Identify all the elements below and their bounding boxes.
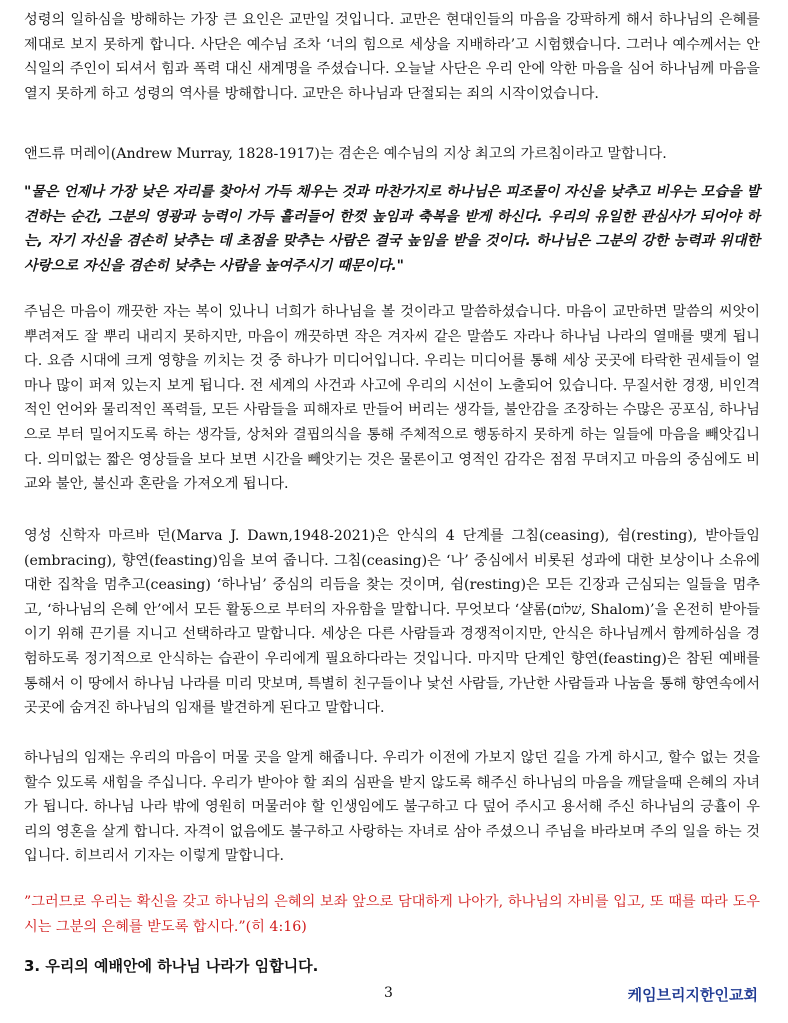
section-heading: 3. 우리의 예배안에 하나님 나라가 임합니다.: [24, 957, 319, 975]
church-name: 케임브리지한인교회: [627, 986, 758, 1004]
paragraph-pure-heart-media: 주님은 마음이 깨끗한 자는 복이 있나니 너희가 하나님을 볼 것이라고 말씀하셨습니다. 마음이 교만하면 말씀의 씨앗이 뿌려져도 잘 뿌리 내리지 못하지만, 마음이 깨끗하면 작은 겨자씨 같은 말씀도 자라나 하나님 나라의 열매를 맺게 됩니다. 요즘 시대에 크게 영향을 끼치는 것 중 하나가 미디어입니다. 우리는 미디어를 통해 세상 곳곳에 타락한 권세들이 얼마나 많이 퍼져 있는지 보게 됩니다. 전 세계의 사건과 사고에 우리의 시선이 노출되어 있습니다. 무질서한 경쟁, 비인격적인 언어와 물리적인 폭력들, 모든 사람들을 피해자로 만들어 버리는 생각들, 불안감을 조장하는 수많은 공포심, 하나님으로 부터 밀어지도록 하는 생각들, 상처와 결핍의식을 통해 주체적으로 행동하지 못하게 하는 일들에 마음을 빼앗깁니다. 의미없는 짧은 영상들을 보다 보면 시간을 빼앗기는 것은 물론이고 영적인 감각은 점점 무뎌지고 마음의 중심에도 비교와 불안, 불신과 혼란을 가져오게 됩니다.: [24, 304, 760, 493]
paragraph-pride: 성령의 일하심을 방해하는 가장 큰 요인은 교만일 것입니다. 교만은 현대인들의 마음을 강팍하게 해서 하나님의 은혜를 제대로 보지 못하게 합니다. 사단은 예수님 조차 ‘너의 힘으로 세상을 지배하라’고 시험했습니다. 그러나 예수께서는 안식일의 주인이 되셔서 힘과 폭력 대신 새계명을 주셨습니다. 오늘날 사단은 우리 안에 악한 마음을 심어 하나님께 마음을 열지 못하게 하고 성령의 역사를 방해합니다. 교만은 하나님과 단절되는 죄의 시작이었습니다.: [24, 12, 760, 102]
paragraph-presence: 하나님의 임재는 우리의 마음이 머물 곳을 알게 해줍니다. 우리가 이전에 가보지 않던 길을 가게 하시고, 할수 없는 것을 할수 있도록 새힘을 주십니다. 우리가 받아야 할 죄의 심판을 받지 않도록 해주신 하나님의 마음을 깨달을때 은혜의 자녀가 됩니다. 하나님 나라 밖에 영원히 머물러야 할 인생임에도 불구하고 다 덮어 주시고 용서해 주신 하나님의 긍휼이 우리의 영혼을 살게 합니다. 자격이 없음에도 불구하고 사랑하는 자녀로 삼아 주셨으니 주님을 바라보며 주의 일을 하는 것입니다. 히브리서 기자는 이렇게 말합니다.: [24, 750, 760, 865]
hebrews-verse: ”그러므로 우리는 확신을 갖고 하나님의 은혜의 보좌 앞으로 담대하게 나아가, 하나님의 자비를 입고, 또 때를 따라 도우시는 그분의 은혜를 받도록 합시다.”(히 4:16): [24, 894, 760, 935]
paragraph-marva-dawn: 영성 신학자 마르바 던(Marva J. Dawn,1948-2021)은 안식의 4 단계를 그침(ceasing), 쉼(resting), 받아들임(embracing), 향연(feasting)임을 보여 줍니다. 그침(ceasing)은 ‘나’ 중심에서 비롯된 성과에 대한 보상이나 소유에 대한 집착을 멈추고(ceasing) ‘하나님’ 중심의 리듬을 찾는 것이며, 쉼(resting)은 모든 긴장과 근심되는 일들을 멈추고, ‘하나님의 은혜 안’에서 모든 활동으로 부터의 자유함을 말합니다. 무엇보다 ‘샬롬(שׁלוֹם, Shalom)’을 온전히 받아들이기 위해 끈기를 지니고 선택하라고 말합니다. 세상은 다른 사람들과 경쟁적이지만, 안식은 하나님께서 함께하심을 경험하도록 정기적으로 안식하는 습관이 우리에게 필요하다라는 것입니다. 마지막 단계인 향연(feasting)은 참된 예배를 통해서 이 땅에서 하나님 나라를 미리 맛보며, 특별히 친구들이나 낯선 사람들, 가난한 사람들과 나눔을 통해 향연속에서 곳곳에 숨겨진 하나님의 임재를 발견하게 된다고 말합니다.: [24, 528, 760, 717]
murray-quote: "물은 언제나 가장 낮은 자리를 찾아서 가득 채우는 것과 마찬가지로 하나님은 피조물이 자신을 낮추고 비우는 모습을 발견하는 순간, 그분의 영광과 능력이 가득 흘러들어 한껏 높임과 축복을 받게 하신다. 우리의 유일한 관심사가 되어야 하는, 자기 자신을 겸손히 낮추는 데 초점을 맞추는 사람은 결국 높임을 받을 것이다. 하나님은 그분의 강한 능력과 위대한 사랑으로 자신을 겸손히 낮추는 사람을 높여주시기 때문이다.": [24, 184, 760, 274]
paragraph-andrew-murray: 앤드류 머레이(Andrew Murray, 1828-1917)는 겸손은 예수님의 지상 최고의 가르침이라고 말합니다.: [24, 146, 667, 162]
page-number: 3: [384, 985, 393, 1001]
